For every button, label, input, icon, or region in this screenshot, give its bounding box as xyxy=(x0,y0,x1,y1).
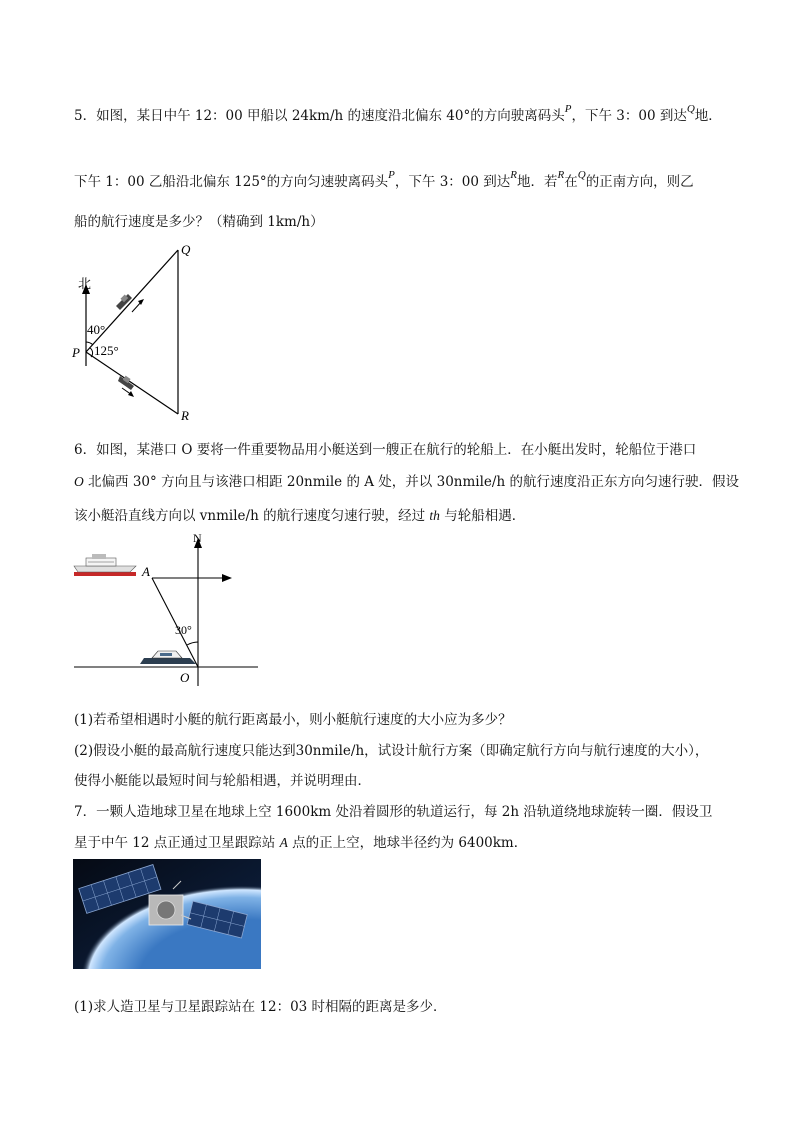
q5-text: ，下午 3：00 到达 xyxy=(571,108,687,124)
q7-sub-1: (1)求人造卫星与卫星跟踪站在 12：03 时相隔的距离是多少． xyxy=(74,999,447,1015)
q5-text: 5．如图，某日中午 12：00 甲船以 24km/h 的速度沿北偏东 40°的方向驶离码头 xyxy=(74,108,565,124)
point-q: Q xyxy=(686,103,695,115)
q6-text: 的航行速度沿正东方向匀速行驶．假设 xyxy=(505,474,739,490)
q6-text: 的 A 处，并以 xyxy=(342,474,437,490)
point-p: P xyxy=(388,169,395,181)
angle-125: 125° xyxy=(94,343,119,358)
point-q: Q xyxy=(577,169,586,181)
q6-value: 30nmile/h xyxy=(295,743,365,759)
q6-text: 的航行速度匀速行驶，经过 xyxy=(258,508,430,524)
q6-line-2 xyxy=(74,472,739,492)
q5-text: ，下午 3：00 到达 xyxy=(394,174,511,190)
q6-value: 30° xyxy=(132,474,157,490)
boat-icon xyxy=(140,651,196,664)
q6-text: 北偏西 xyxy=(83,474,133,490)
angle-40: 40° xyxy=(87,322,106,337)
q6-value: th xyxy=(429,508,440,523)
q6-sub-2b: 使得小艇能以最短时间与轮船相遇，并说明理由． xyxy=(74,773,371,789)
q6-text: (2)假设小艇的最高航行速度只能达到 xyxy=(74,743,296,759)
north-label: N xyxy=(193,531,202,545)
q6-text: 方向且与该港口相距 xyxy=(156,474,287,490)
q5-line-2 xyxy=(74,169,694,193)
point-p: P xyxy=(564,103,572,115)
point-a: A xyxy=(279,835,288,850)
label-o: O xyxy=(180,670,190,685)
q6-line-1: 6．如图，某港口 O 要将一件重要物品用小艇送到一艘正在航行的轮船上．在小艇出发时，轮船位于港口 xyxy=(74,442,697,458)
label-r: R xyxy=(181,408,189,423)
q6-text: 与轮船相遇． xyxy=(439,508,526,524)
q5-text: 在 xyxy=(564,174,578,190)
q6-sub-2a xyxy=(74,741,708,761)
q5-line-3: 船的航行速度是多少？（精确到 1km/h） xyxy=(74,214,324,230)
point-o: O xyxy=(74,474,84,489)
q6-value: 20nmile xyxy=(286,474,343,490)
q6-figure xyxy=(70,530,270,690)
q6-value: vnmile/h xyxy=(199,508,259,524)
q5-line-1 xyxy=(74,103,722,127)
q6-sub-1: (1)若希望相遇时小艇的航行距离最小，则小艇航行速度的大小应为多少？ xyxy=(74,712,512,728)
q6-line-3 xyxy=(74,506,525,526)
label-p: P xyxy=(72,345,80,360)
label-a: A xyxy=(142,564,150,579)
q6-value: 30nmile/h xyxy=(436,474,506,490)
q5-figure xyxy=(60,236,210,426)
point-r: R xyxy=(510,169,517,181)
q6-text: 该小艇沿直线方向以 xyxy=(74,508,200,524)
q5-text: 下午 1：00 乙船沿北偏东 125°的方向匀速驶离码头 xyxy=(74,174,389,190)
label-q: Q xyxy=(181,242,191,257)
q5-text: 的正南方向，则乙 xyxy=(585,174,694,190)
q7-line-1: 7．一颗人造地球卫星在地球上空 1600km 处沿着圆形的轨道运行，每 2h 沿轨道绕地球旋转一圈．假设卫 xyxy=(74,804,713,820)
q6-text: ，试设计航行方案（即确定航行方向与航行速度的大小）， xyxy=(364,743,709,759)
ship-icon xyxy=(74,554,136,576)
ship-icon xyxy=(116,294,132,310)
angle-30: 30° xyxy=(175,623,192,637)
q5-text: 地．若 xyxy=(517,174,558,190)
q5-text: 地． xyxy=(694,108,722,124)
q7-text: 星于中午 12 点正通过卫星跟踪站 xyxy=(74,835,280,851)
east-arrow-icon xyxy=(222,574,232,582)
q7-text: 点的正上空，地球半径约为 6400km． xyxy=(287,835,528,851)
satellite-photo xyxy=(73,859,261,969)
north-label: 北 xyxy=(78,276,92,291)
q7-line-2 xyxy=(74,833,527,853)
point-r: R xyxy=(557,169,565,181)
